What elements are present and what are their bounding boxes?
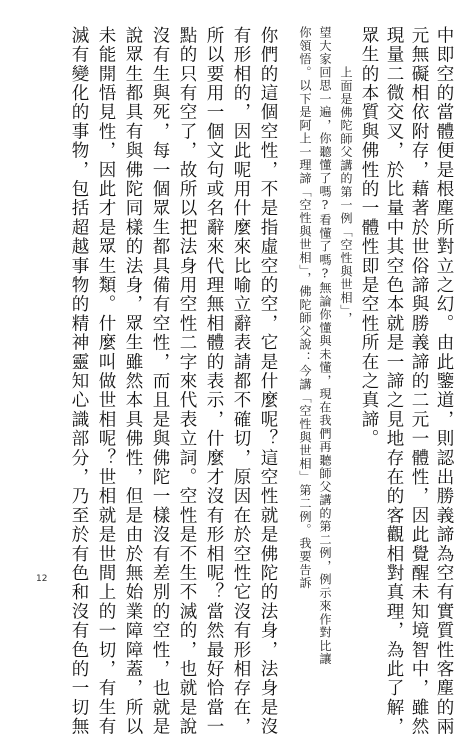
text-column-2: 元無礙相依附存，藉著於世俗諦與勝義諦的二元一體性，因此覺醒未知境智中，雖然 xyxy=(409,26,429,736)
annotation-column-2: 望大家回思一遍，你聽懂了嗎?看懂了嗎?無論你懂與未懂，現在我們再聽師父講的第二例，例示來作對比讓 xyxy=(318,26,332,666)
annotation-column-3: 你領悟。以下是阿上一理諦「空性與世相」，佛陀師父說：今講「空性與世相」第二例。我要告訴 xyxy=(298,26,312,590)
text-column-3: 現量二微交叉，於比量中其空色本就是一諦之見地存在的客觀相對真理，為此了解， xyxy=(384,26,404,736)
page-number: 12 xyxy=(36,574,48,584)
text-column-10: 所以要用一個文句或名辭來代理無相體的表示，什麼才沒有形相呢？當然最好恰當一 xyxy=(204,26,224,736)
text-column-1: 中即空的當體便是根塵所對立之幻。由此鑒道，則認出勝義諦為空有實質性客塵的兩 xyxy=(434,26,454,736)
text-column-8: 你們的這個空性，不是指虛空的空，它是什麼呢？這空性就是佛陀的法身，法身是沒 xyxy=(258,26,278,736)
text-column-12: 沒有生與死，每一個眾生都具備有空性，而且是與佛陀一樣沒有差別的空性，也就是 xyxy=(150,26,170,736)
text-column-9: 有形相的，因此呢用什麼來比喻立辭表請都不確切，原因在於空性它沒有形相存在， xyxy=(231,26,251,736)
text-column-4: 眾生的本質與佛性的一體性即是空性所在之真諦。 xyxy=(359,26,379,449)
text-column-13: 說眾生都具有與佛陀同樣的法身，眾生雖然本具佛性，但是由於無始業障障蓋，所以 xyxy=(123,26,143,736)
text-column-14: 未能開悟見性，因此才是眾生類。什麼叫做世相呢？世相就是世間上的一切，有生有 xyxy=(96,26,116,736)
text-column-11: 點的只有空了，故所以把法身用空性二字來代表立詞。空性是不生不滅的，也就是說 xyxy=(177,26,197,736)
annotation-column-1: 上面是佛陀師父講的第一例「空性與世相」， xyxy=(339,66,353,325)
text-column-15: 滅有變化的事物，包括超越事物的精神靈知心識部分，乃至於有色和沒有色的一切無 xyxy=(69,26,89,736)
